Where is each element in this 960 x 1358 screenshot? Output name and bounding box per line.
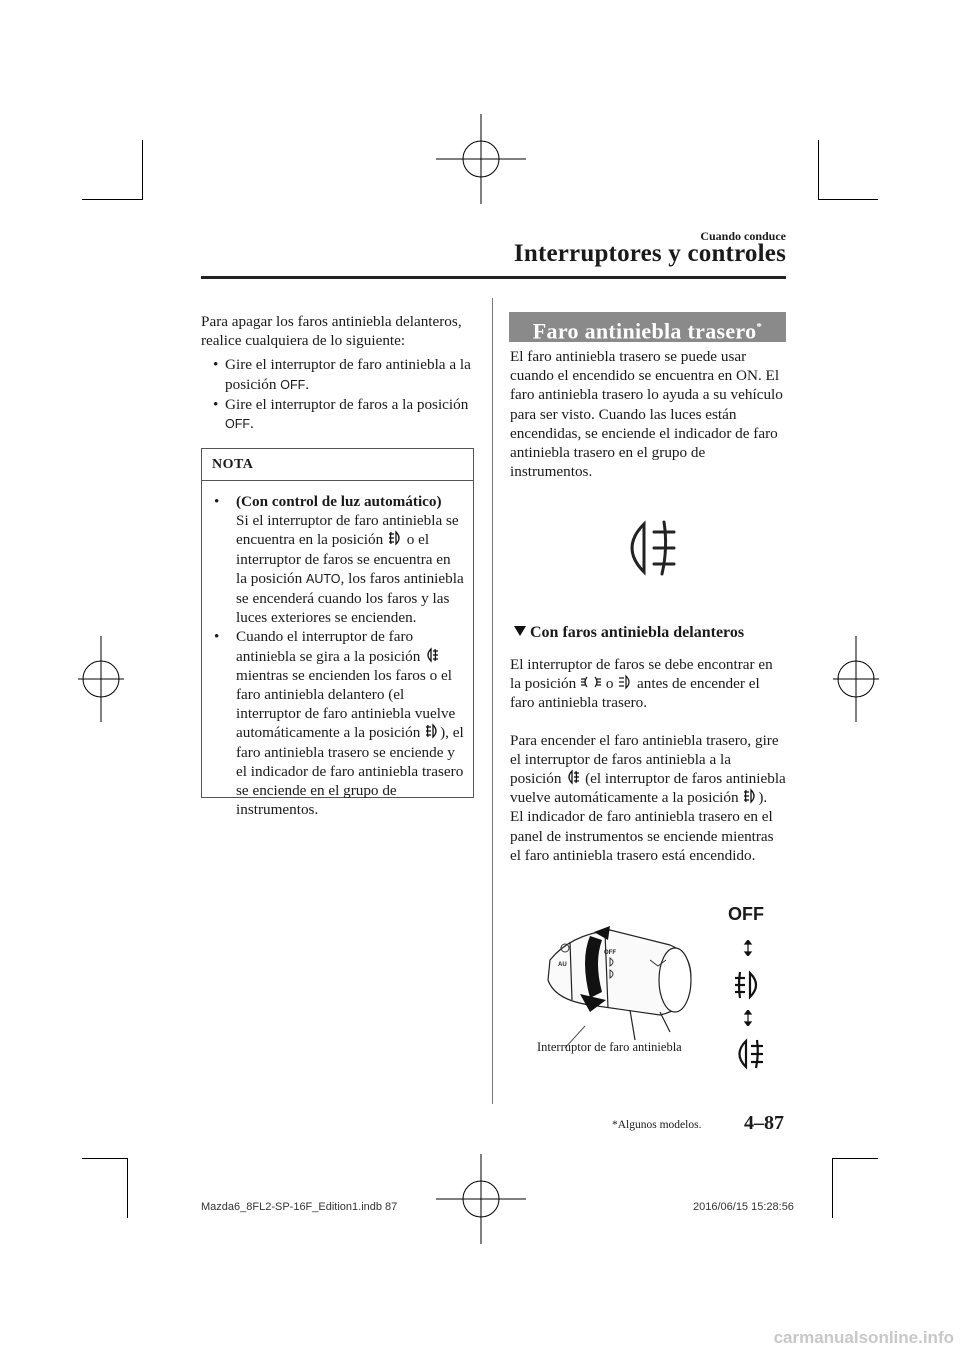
updown-arrow-icon bbox=[742, 1010, 754, 1026]
page-title: Interruptores y controles bbox=[513, 240, 786, 267]
note-box bbox=[201, 448, 474, 819]
parking-light-icon bbox=[580, 674, 602, 690]
rear-fog-instructions: El interruptor de faros se debe encontrar en la posición o antes de encender el faro antiniebla trasero. Para encender el faro antiniebla trasero, gire el interruptor de faros antiniebla a la posición (el interruptor de faros antiniebla vuelve automáticamente a la posición ). El indicador de faro antiniebla trasero en el panel de instrumentos se enciende mientras el faro antiniebla trasero está encendido. bbox=[510, 656, 786, 864]
bullet-item: • Gire el interruptor de faros a la posición OFF. bbox=[213, 395, 469, 433]
rear-fog-indicator-icon bbox=[618, 518, 686, 578]
column-divider bbox=[492, 298, 493, 1104]
fog-switch-diagram bbox=[510, 900, 790, 1080]
triangle-marker-icon bbox=[514, 626, 526, 636]
print-timestamp: 2016/06/15 15:28:56 bbox=[693, 1201, 794, 1213]
diagram-caption: Interruptor de faro antiniebla bbox=[537, 1040, 682, 1054]
page-number: 4–87 bbox=[744, 1112, 784, 1134]
note-heading: NOTA bbox=[202, 449, 473, 481]
knob-off-label: OFF bbox=[604, 950, 616, 956]
updown-arrow-icon bbox=[742, 940, 754, 956]
bullet-item: • Gire el interruptor de faro antiniebla a la posición OFF. bbox=[213, 356, 471, 393]
footnote: *Algunos modelos. bbox=[612, 1119, 702, 1131]
knob-auto-label: AU bbox=[558, 962, 567, 968]
front-fog-icon bbox=[424, 723, 440, 739]
intro-paragraph: Para apagar los faros antiniebla delanteros, realice cualquiera de lo siguiente: bbox=[201, 313, 462, 350]
off-position-label: OFF bbox=[225, 417, 250, 432]
optional-equipment-mark: * bbox=[756, 321, 763, 333]
subsection-heading: Con faros antiniebla delanteros bbox=[514, 624, 744, 642]
rear-fog-icon bbox=[424, 647, 440, 663]
file-slug: Mazda6_8FL2-SP-16F_Edition1.indb 87 bbox=[201, 1201, 398, 1213]
off-position-label: OFF bbox=[728, 904, 764, 924]
note-item: • (Con control de luz automático) Si el interruptor de faro antiniebla se encuentra en la posición o el interruptor de faros se encuentra en la posición AUTO, los faros antiniebla se encenderá cuando los faros y las luces exteriores se encienden. bbox=[214, 493, 464, 627]
header-rule bbox=[201, 276, 786, 279]
headlight-icon bbox=[617, 674, 633, 690]
off-position-label: OFF bbox=[280, 377, 306, 392]
note-item-title: (Con control de luz automático) bbox=[236, 493, 442, 510]
section-banner: Faro antiniebla trasero* bbox=[509, 312, 786, 342]
front-fog-icon bbox=[742, 788, 758, 804]
note-item: • Cuando el interruptor de faro antiniebla se gira a la posición mientras se encienden los faros o el faro antiniebla delantero (el interruptor de faro antiniebla vuelve automáticamente a la posición ), el faro antiniebla trasero se enciende y el indicador de faro antiniebla trasero se enciende en el grupo de instrumentos. bbox=[214, 628, 464, 819]
left-column bbox=[201, 312, 476, 434]
front-fog-icon bbox=[732, 970, 764, 1000]
auto-position-label: AUTO bbox=[306, 571, 341, 586]
section-label: Cuando conduce bbox=[700, 229, 786, 243]
front-fog-icon bbox=[387, 530, 403, 546]
rear-fog-description: El faro antiniebla trasero se puede usar cuando el encendido se encuentra en ON. El faro antiniebla trasero lo ayuda a su vehículo para ser visto. Cuando las luces están encendidas, se enciende el indicador de faro antiniebla trasero en el grupo de instrumentos. bbox=[510, 348, 783, 481]
rear-fog-icon bbox=[565, 769, 581, 785]
rear-fog-icon bbox=[732, 1038, 766, 1070]
watermark: carmanualsonline.info bbox=[773, 1328, 954, 1347]
